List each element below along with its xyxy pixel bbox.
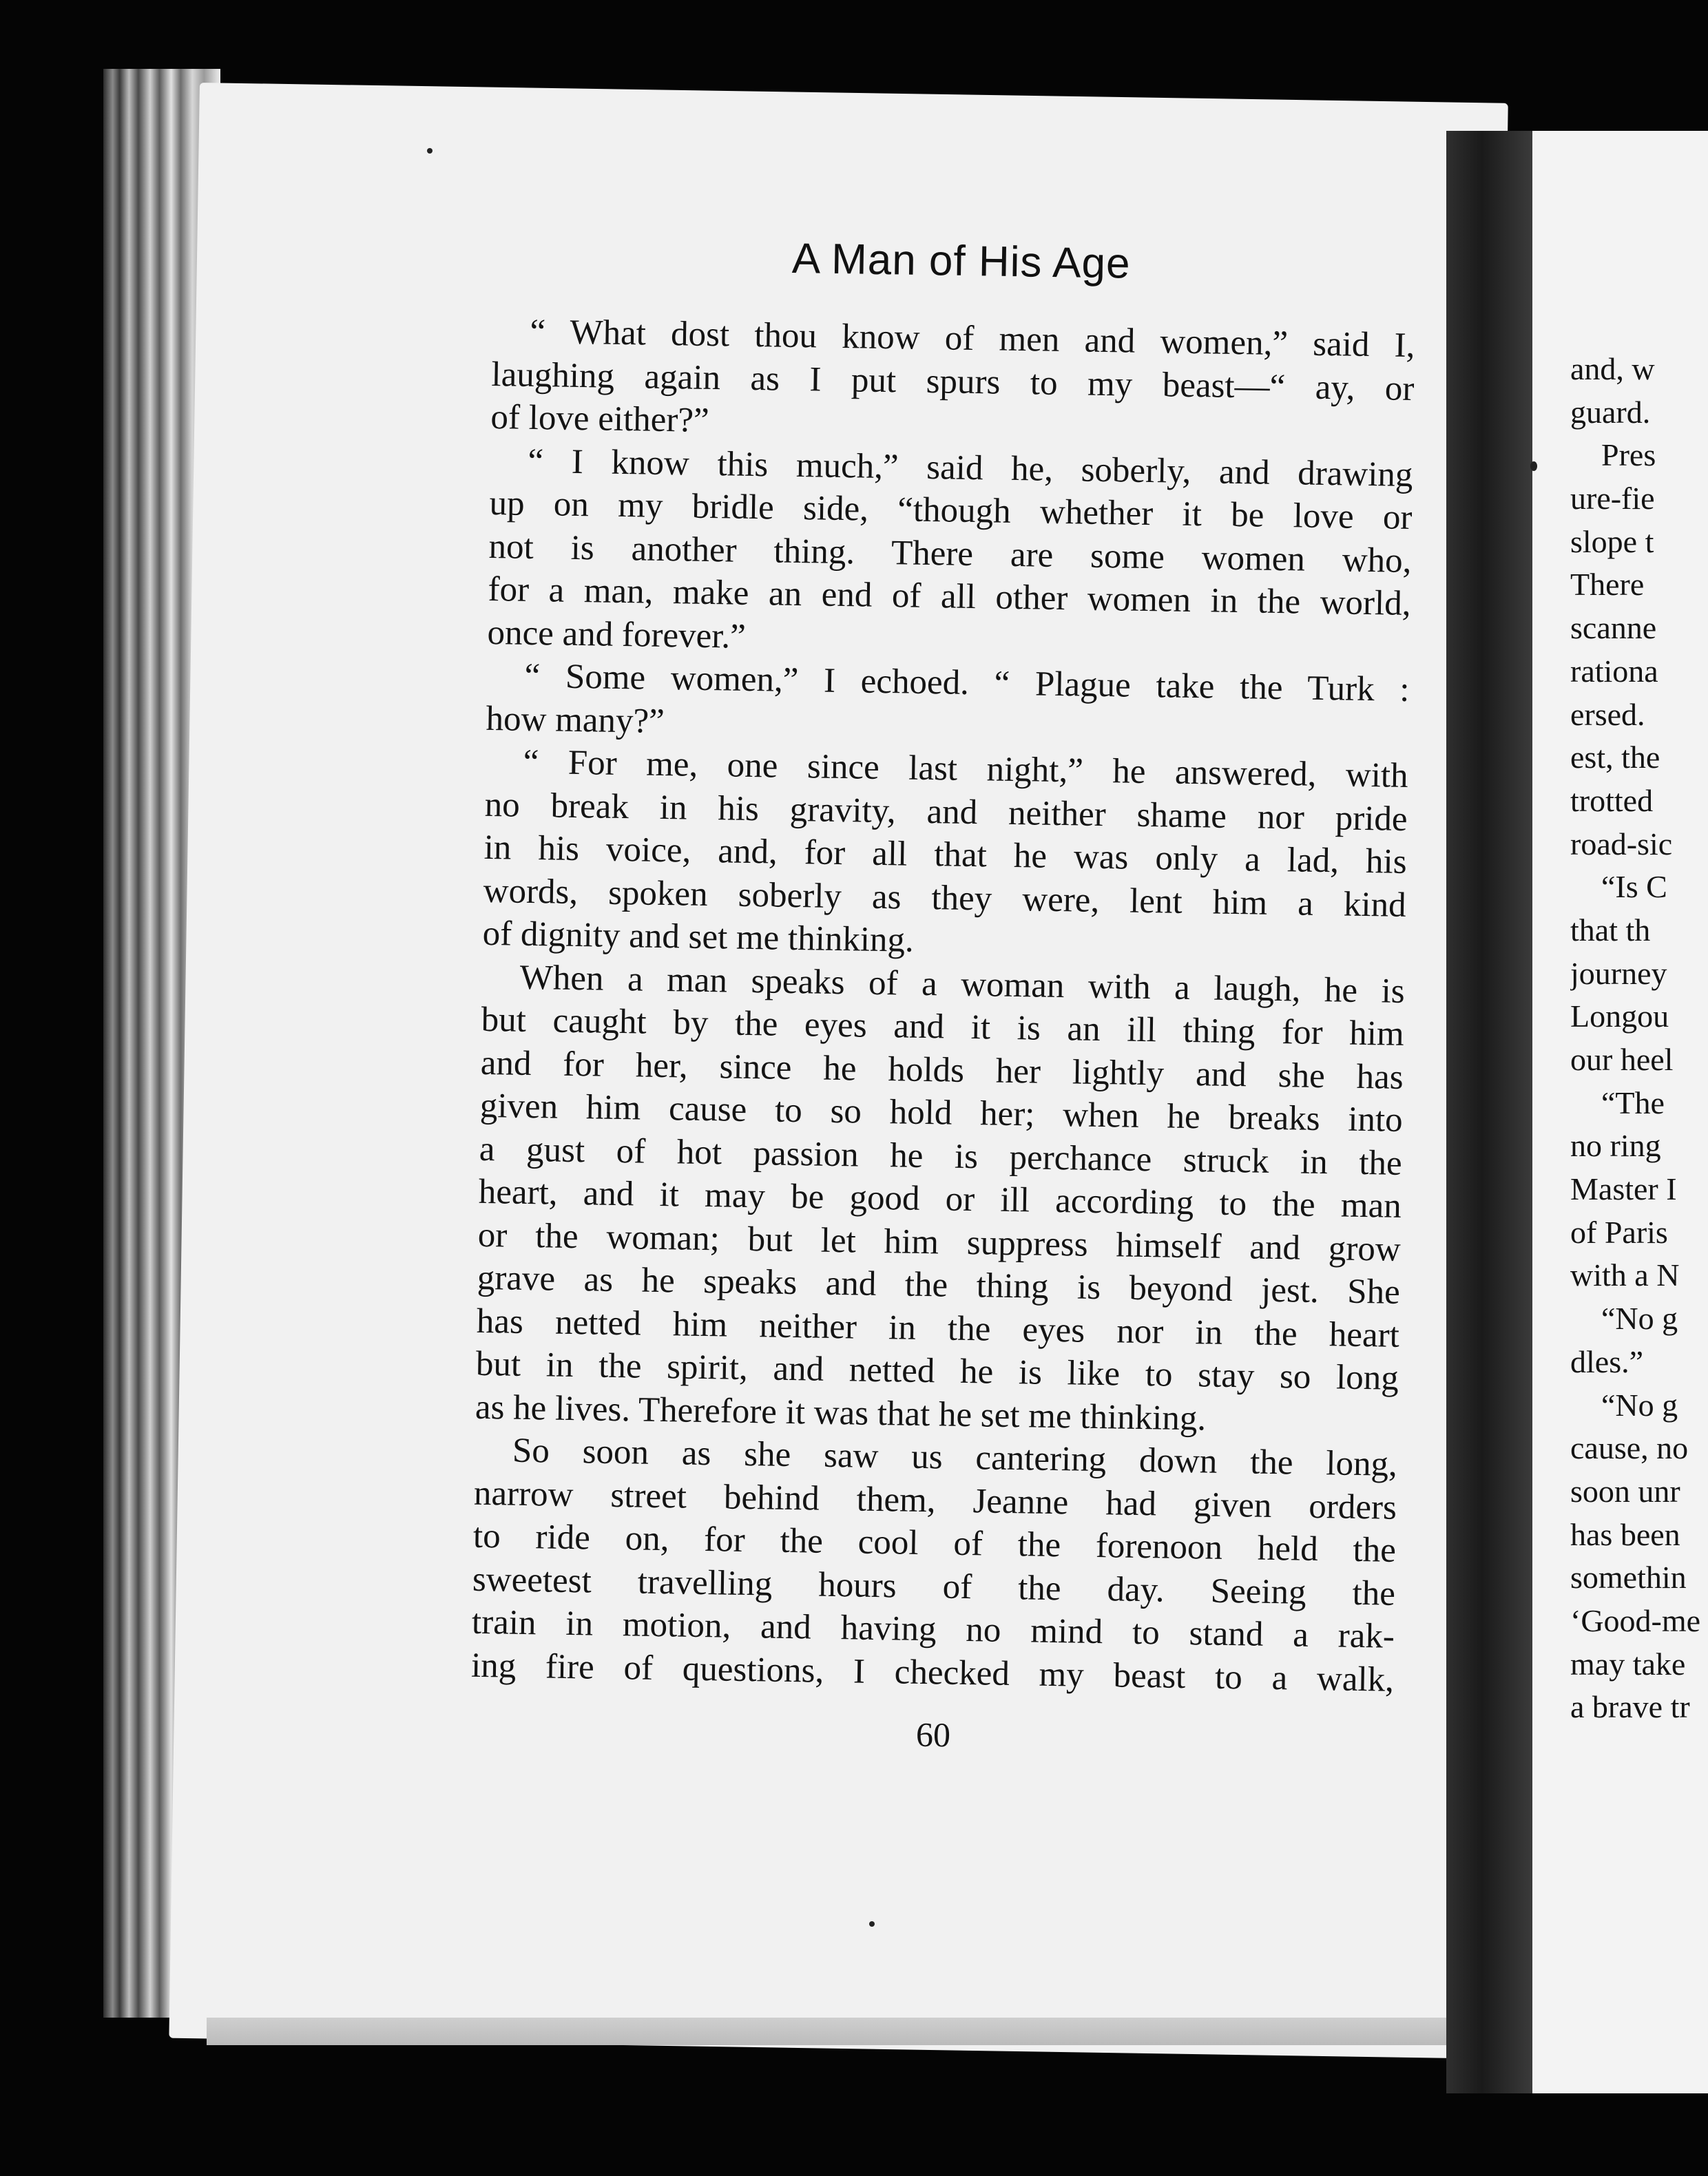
speck — [869, 1921, 875, 1927]
text-line: once and forever.” — [487, 613, 747, 656]
facing-text-line: no ring — [1570, 1128, 1661, 1164]
text-line: “ For me, one since last night,” he answered, with — [523, 742, 1408, 795]
text-line: sweetest travelling hours of the day. Seeing the — [472, 1560, 1396, 1613]
facing-text-line: Pres — [1601, 437, 1656, 473]
facing-text-line: somethin — [1570, 1560, 1687, 1596]
text-line: words, spoken soberly as they were, lent him a kind — [483, 871, 1407, 925]
speck — [1530, 461, 1537, 471]
facing-text-line: that th — [1570, 912, 1651, 948]
book-gutter — [1446, 131, 1536, 2093]
facing-text-line: with a N — [1570, 1257, 1680, 1293]
text-line: or the woman; but let him suppress himself and grow — [477, 1215, 1402, 1269]
speck — [427, 148, 433, 154]
facing-text-line: dles.” — [1570, 1343, 1644, 1379]
text-line: how many?” — [486, 699, 665, 741]
text-line: but in the spirit, and netted he is like to stay so long — [475, 1344, 1399, 1398]
facing-text-line: “No g — [1601, 1301, 1678, 1337]
text-line: of dignity and set me thinking. — [482, 914, 915, 960]
facing-text-line: of Paris — [1570, 1214, 1668, 1250]
text-line: but caught by the eyes and it is an ill thing for him — [481, 1000, 1405, 1054]
facing-text-line: “No g — [1601, 1387, 1678, 1423]
text-line: train in motion, and having no mind to stand a rak- — [471, 1602, 1395, 1656]
text-line: up on my bridle side, “though whether it be love or — [489, 483, 1413, 538]
facing-page-text — [1570, 348, 1708, 1729]
text-line: heart, and it may be good or ill according to the man — [478, 1172, 1402, 1226]
facing-text-line: may take — [1570, 1646, 1686, 1682]
text-line: to ride on, for the cool of the forenoon held the — [472, 1516, 1397, 1570]
body-text — [471, 310, 1415, 1702]
facing-text-line: has been — [1570, 1516, 1680, 1552]
facing-text-line: Longou — [1570, 998, 1669, 1034]
text-line: narrow street behind them, Jeanne had given orders — [473, 1474, 1397, 1527]
text-line: “ Some women,” I echoed. “ Plague take the Turk : — [524, 656, 1410, 709]
facing-text-line: ure-fie — [1570, 481, 1655, 516]
facing-text-line: trotted — [1570, 782, 1654, 818]
page-bottom-edge — [207, 2018, 1446, 2045]
facing-text-line: journey — [1570, 955, 1667, 991]
facing-text-line: a brave tr — [1570, 1689, 1690, 1725]
facing-text-line: our heel — [1570, 1042, 1674, 1077]
text-line: “ I know this much,” said he, soberly, and drawing — [528, 441, 1413, 494]
text-line: ing fire of questions, I checked my beast to a walk, — [470, 1646, 1395, 1699]
text-line: So soon as she saw us cantering down the long, — [512, 1431, 1398, 1484]
facing-text-line: guard. — [1570, 394, 1651, 430]
text-line: a gust of hot passion he is perchance struck in the — [479, 1129, 1403, 1183]
text-line: of love either?” — [490, 397, 710, 440]
running-header: A Man of His Age — [791, 235, 1132, 288]
facing-text-line: cause, no — [1570, 1430, 1689, 1466]
text-line: grave as he speaks and the thing is beyond jest. She — [477, 1258, 1401, 1312]
text-line: has netted him neither in the eyes nor in the heart — [476, 1301, 1400, 1355]
text-line: and for her, since he holds her lightly and she has — [480, 1043, 1404, 1097]
facing-text-line: ersed. — [1570, 696, 1645, 732]
text-line: for a man, make an end of all other women in the world, — [488, 569, 1411, 623]
text-line: When a man speaks of a woman with a laugh, he is — [519, 958, 1406, 1011]
page-number: 60 — [915, 1715, 951, 1755]
facing-text-line: and, w — [1570, 351, 1655, 386]
facing-text-line: There — [1570, 567, 1645, 603]
facing-text-line: scanne — [1570, 610, 1657, 646]
facing-text-line: “Is C — [1601, 869, 1667, 905]
facing-text-line: Master I — [1570, 1171, 1677, 1207]
facing-text-line: ‘Good-me — [1570, 1602, 1701, 1638]
text-line: laughing again as I put spurs to my beast—“ ay, or — [491, 355, 1415, 408]
facing-text-line: soon unr — [1570, 1473, 1680, 1509]
text-line: not is another thing. There are some women who, — [488, 527, 1412, 580]
facing-text-line: slope t — [1570, 523, 1654, 559]
text-line: no break in his gravity, and neither shame nor pride — [484, 785, 1408, 839]
facing-text-line: “The — [1601, 1085, 1665, 1120]
facing-text-line: rationa — [1570, 653, 1658, 689]
text-line: given him cause to so hold her; when he breaks into — [479, 1086, 1404, 1140]
text-line: in his voice, and, for all that he was only a lad, his — [483, 828, 1408, 881]
facing-text-line: est, the — [1570, 740, 1660, 775]
text-line: “ What dost thou know of men and women,” said I, — [530, 312, 1415, 366]
facing-text-line: road-sic — [1570, 826, 1673, 861]
text-line: as he lives. Therefore it was that he set me thinking. — [475, 1388, 1207, 1438]
